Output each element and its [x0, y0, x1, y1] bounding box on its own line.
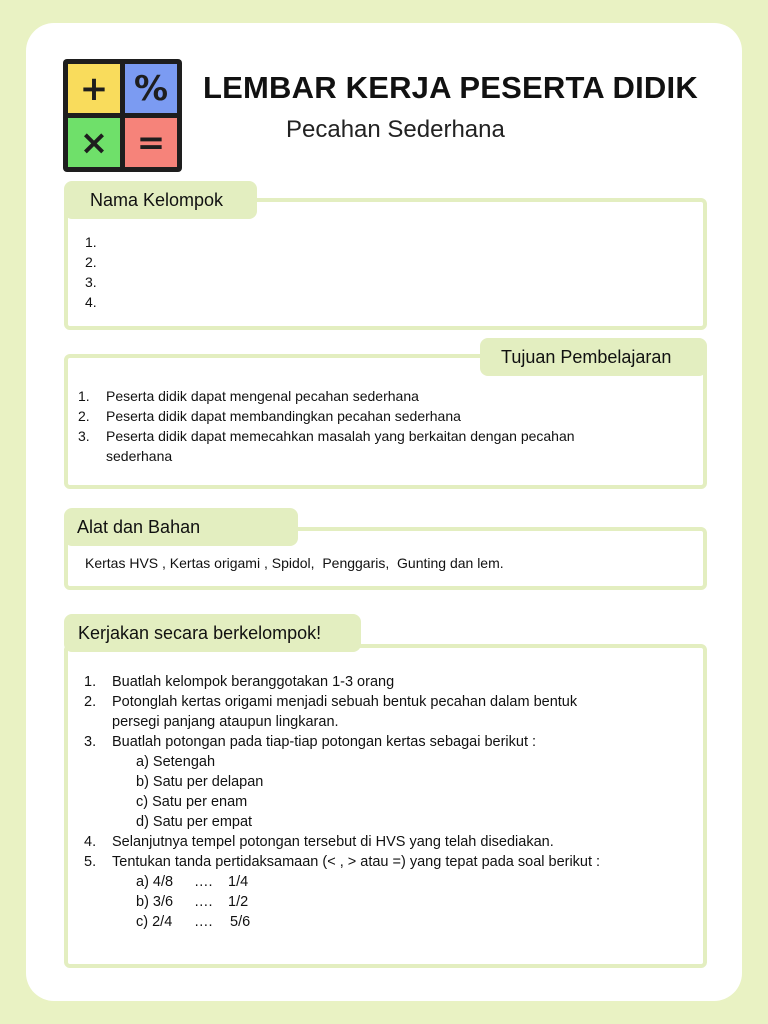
page-subtitle: Pecahan Sederhana: [286, 116, 505, 143]
comparison-item: b) 3/6 …. 1/2: [136, 894, 249, 910]
equals-icon: =: [125, 118, 177, 167]
list-item: 3.: [85, 274, 97, 290]
objectives-label: Tujuan Pembelajaran: [501, 346, 672, 367]
list-item: 5. Tentukan tanda pertidaksamaan (< , > atau =) yang tepat pada soal berikut :: [84, 854, 601, 870]
objectives-tab: [480, 338, 707, 376]
list-item: 1. Peserta didik dapat mengenal pecahan sederhana: [78, 388, 419, 404]
materials-tab: [64, 508, 298, 546]
page-title: LEMBAR KERJA PESERTA DIDIK: [203, 70, 698, 105]
tasks-label: Kerjakan secara berkelompok!: [78, 622, 322, 643]
list-item: 2. Peserta didik dapat membandingkan pecahan sederhana: [78, 408, 461, 424]
list-item: 2.: [85, 254, 97, 270]
list-item: 4. Selanjutnya tempel potongan tersebut di HVS yang telah disediakan.: [84, 834, 554, 850]
comparison-item: c) 2/4 …. 5/6: [136, 914, 251, 930]
list-item: 1.: [85, 234, 97, 250]
calculator-logo: [63, 59, 182, 172]
materials-text: Kertas HVS , Kertas origami , Spidol, Penggaris, Gunting dan lem.: [85, 555, 504, 571]
multiply-icon: ×: [68, 118, 120, 167]
plus-icon: +: [68, 64, 120, 113]
list-item-continuation: persegi panjang ataupun lingkaran.: [112, 714, 339, 730]
group-member-list: [85, 232, 97, 312]
tasks-list: [84, 672, 694, 932]
materials-label: Alat dan Bahan: [77, 516, 201, 537]
group-name-label: Nama Kelompok: [90, 189, 224, 210]
percent-icon: %: [125, 64, 177, 113]
sub-item: d) Satu per empat: [136, 814, 253, 830]
sub-item: b) Satu per delapan: [136, 774, 264, 790]
comparison-item: a) 4/8 …. 1/4: [136, 874, 249, 890]
sub-item: c) Satu per enam: [136, 794, 248, 810]
list-item: 1. Buatlah kelompok beranggotakan 1-3 orang: [84, 674, 395, 690]
objectives-list: [78, 386, 678, 466]
group-name-tab: [64, 181, 257, 219]
sub-item: a) Setengah: [136, 754, 216, 770]
list-item: 3. Peserta didik dapat memecahkan masalah yang berkaitan dengan pecahan: [78, 428, 575, 444]
tasks-tab: [64, 614, 361, 652]
tasks-box: [64, 644, 707, 968]
list-item: 3. Buatlah potongan pada tiap-tiap potongan kertas sebagai berikut :: [84, 734, 537, 750]
list-item-continuation: sederhana: [106, 448, 173, 464]
list-item: 2. Potonglah kertas origami menjadi sebuah bentuk pecahan dalam bentuk: [84, 694, 578, 710]
list-item: 4.: [85, 294, 97, 310]
